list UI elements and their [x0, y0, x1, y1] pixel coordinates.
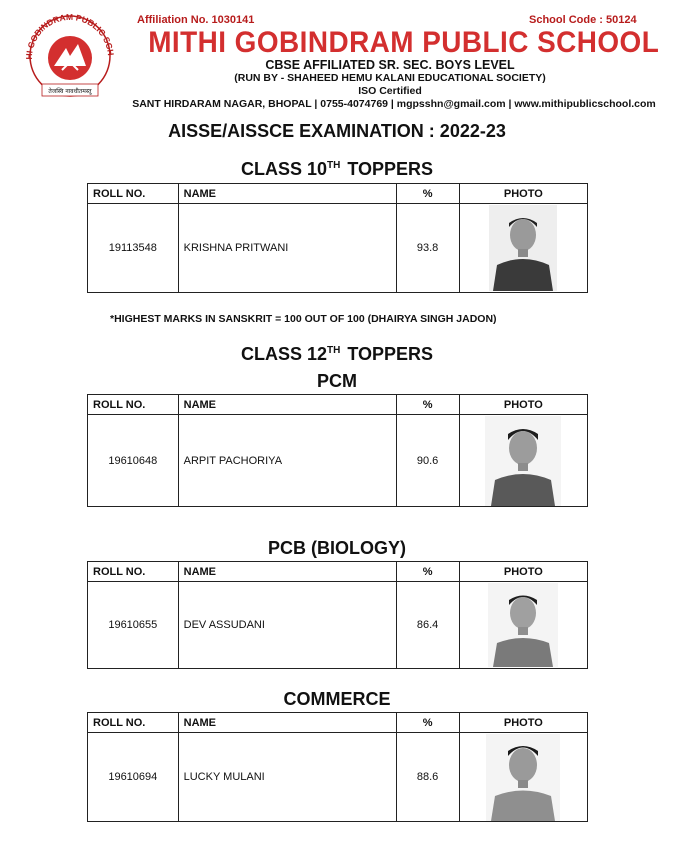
affiliation-number: Affiliation No. 1030141 — [137, 14, 255, 26]
exam-title: AISSE/AISSCE EXAMINATION : 2022-23 — [168, 121, 506, 141]
iso-certified: ISO Certified — [358, 85, 422, 97]
table-row — [88, 415, 588, 507]
student-name: DEV ASSUDANI — [178, 582, 396, 669]
student-photo — [489, 205, 557, 291]
col-roll: ROLL NO. — [88, 395, 179, 415]
table-header — [88, 184, 588, 204]
col-name: NAME — [178, 395, 396, 415]
contact-line: SANT HIRDARAM NAGAR, BHOPAL | 0755-4074769 | mgpsshn@gmail.com | www.mithipublicschool.com — [132, 98, 656, 110]
pcm-title: PCM — [317, 371, 357, 391]
class10-title-post: TOPPERS — [347, 159, 434, 179]
roll-number: 19610648 — [88, 415, 179, 507]
col-pct: % — [396, 184, 459, 204]
col-pct: % — [396, 395, 459, 415]
svg-text:तेजस्वि नावधीतमस्तु: तेजस्वि नावधीतमस्तु — [48, 88, 92, 95]
photo-cell — [459, 415, 587, 507]
class10-title-sup: TH — [326, 160, 341, 171]
student-photo — [488, 583, 558, 667]
student-photo — [485, 416, 561, 506]
table-row — [88, 582, 588, 669]
table-header — [88, 562, 588, 582]
col-pct: % — [396, 713, 459, 733]
col-name: NAME — [178, 562, 396, 582]
class10-title — [0, 159, 674, 180]
col-pct: % — [396, 562, 459, 582]
commerce-table — [87, 712, 588, 822]
school-code: School Code : 50124 — [529, 14, 637, 26]
pcm-table — [87, 394, 588, 507]
student-name: ARPIT PACHORIYA — [178, 415, 396, 507]
pcb-table — [87, 561, 588, 669]
col-name: NAME — [178, 184, 396, 204]
table-row — [88, 733, 588, 822]
pcb-title: PCB (BIOLOGY) — [268, 538, 406, 558]
roll-number: 19113548 — [88, 204, 179, 293]
school-name: MITHI GOBINDRAM PUBLIC SCHOOL — [148, 26, 660, 59]
col-photo: PHOTO — [459, 713, 587, 733]
run-by: (RUN BY - SHAHEED HEMU KALANI EDUCATIONAL SOCIETY) — [234, 72, 546, 84]
photo-cell — [459, 733, 587, 822]
col-photo: PHOTO — [459, 395, 587, 415]
student-photo — [486, 734, 560, 821]
class10-table — [87, 183, 588, 293]
table-row — [88, 204, 588, 293]
col-photo: PHOTO — [459, 562, 587, 582]
student-name: KRISHNA PRITWANI — [178, 204, 396, 293]
col-photo: PHOTO — [459, 184, 587, 204]
commerce-title: COMMERCE — [283, 689, 391, 709]
percentage: 93.8 — [396, 204, 459, 293]
col-roll: ROLL NO. — [88, 713, 179, 733]
cbse-affiliation: CBSE AFFILIATED SR. SEC. BOYS LEVEL — [265, 58, 515, 72]
percentage: 88.6 — [396, 733, 459, 822]
col-name: NAME — [178, 713, 396, 733]
class12-title-post: TOPPERS — [347, 344, 434, 364]
school-logo — [18, 8, 122, 104]
percentage: 90.6 — [396, 415, 459, 507]
table-header — [88, 395, 588, 415]
svg-text:MITHI GOBINDRAM PUBLIC SCHOOL: HI GOBINDRAM PUBLIC SCH — [23, 11, 116, 60]
table-header — [88, 713, 588, 733]
class12-title — [0, 344, 674, 365]
photo-cell — [459, 204, 587, 293]
percentage: 86.4 — [396, 582, 459, 669]
col-roll: ROLL NO. — [88, 562, 179, 582]
photo-cell — [459, 582, 587, 669]
col-roll: ROLL NO. — [88, 184, 179, 204]
class10-title-pre: CLASS 10 — [240, 159, 327, 179]
roll-number: 19610655 — [88, 582, 179, 669]
class12-title-sup: TH — [326, 345, 341, 356]
roll-number: 19610694 — [88, 733, 179, 822]
sanskrit-note: *HIGHEST MARKS IN SANSKRIT = 100 OUT OF 100 (DHAIRYA SINGH JADON) — [110, 313, 497, 325]
class12-title-pre: CLASS 12 — [240, 344, 327, 364]
student-name: LUCKY MULANI — [178, 733, 396, 822]
